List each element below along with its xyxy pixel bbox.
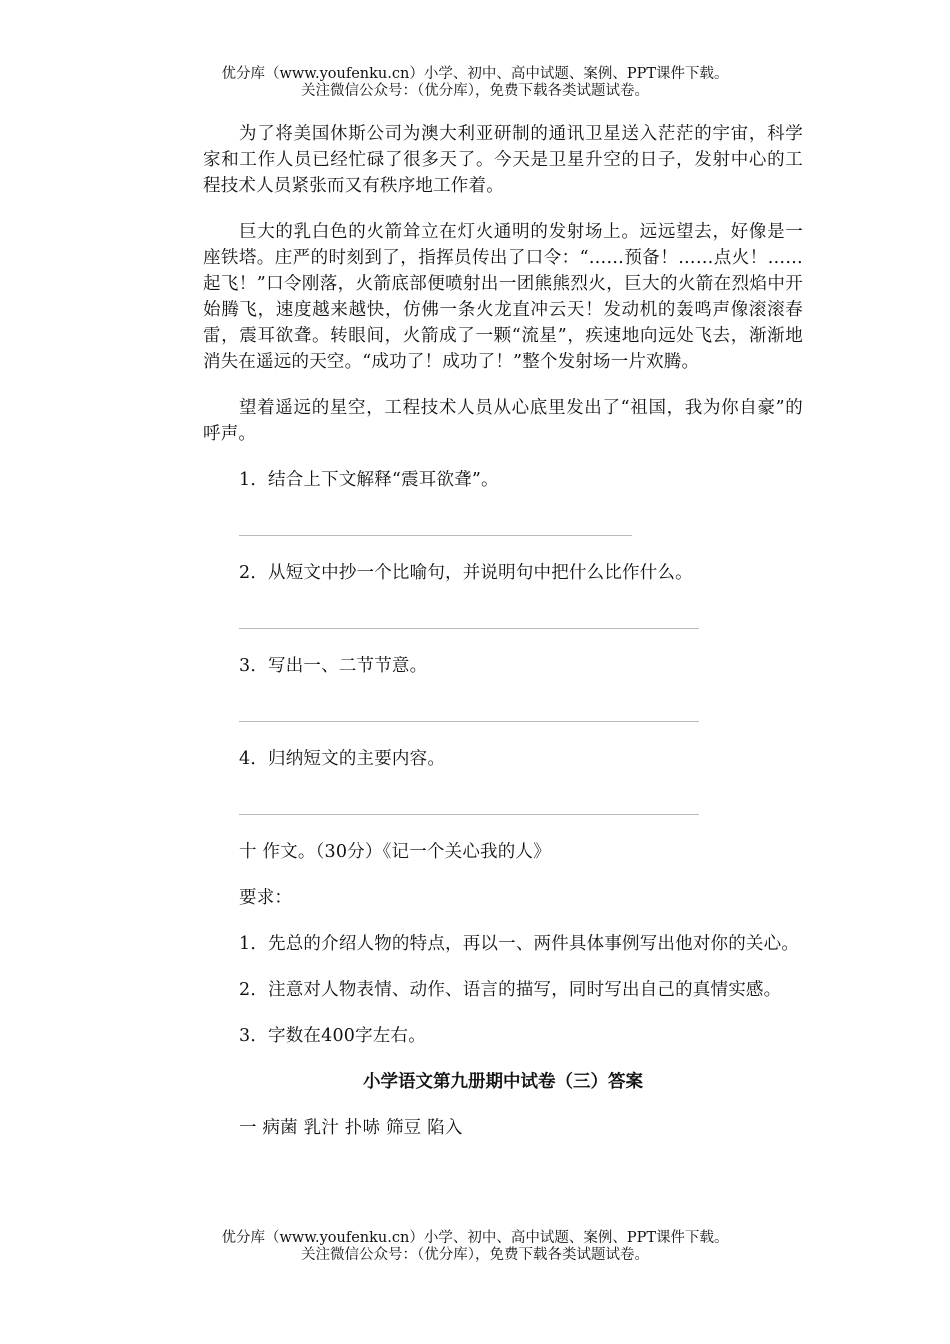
passage-paragraph-3: 望着遥远的星空，工程技术人员从心底里发出了“祖国，我为你自豪”的呼声。 xyxy=(203,398,803,444)
question-4: 4．归纳短文的主要内容。 xyxy=(239,749,446,769)
answer-line-3[interactable] xyxy=(239,721,699,722)
answer-line-2[interactable] xyxy=(239,628,699,629)
question-2: 2．从短文中抄一个比喻句，并说明句中把什么比作什么。 xyxy=(239,563,693,583)
passage-paragraph-2: 巨大的乳白色的火箭耸立在灯火通明的发射场上。远远望去，好像是一座铁塔。庄严的时刻到了，指挥员传出了口令：“……预备！……点火！……起飞！”口令刚落，火箭底部便喷射出一团熊熊烈火，巨大的火箭在烈焰中开始腾飞，速度越来越快，仿佛一条火龙直冲云天！发动机的轰鸣声像滚滚春雷，震耳欲聋。转眼间，火箭成了一颗“流星”，疾速地向远处飞去，渐渐地消失在遥远的天空。“成功了！成功了！”整个发射场一片欢腾。 xyxy=(203,222,803,372)
main-content xyxy=(203,121,803,1141)
header-line-1: 优分库（www.youfenku.cn）小学、初中、高中试题、案例、PPT课件下载。 xyxy=(221,66,729,82)
answer-line-1[interactable] xyxy=(239,535,632,536)
composition-requirement-3: 3．字数在400字左右。 xyxy=(239,1026,426,1046)
page-header xyxy=(0,66,950,100)
composition-title: 十 作文。（30分）《记一个关心我的人》 xyxy=(239,842,551,862)
page-footer xyxy=(0,1230,950,1264)
footer-line-2: 关注微信公众号：（优分库），免费下载各类试题试卷。 xyxy=(301,1247,649,1263)
answer-line-4[interactable] xyxy=(239,814,699,815)
answers-line-1: 一 病菌 乳汁 扑哧 筛豆 陷入 xyxy=(239,1118,463,1138)
footer-line-1: 优分库（www.youfenku.cn）小学、初中、高中试题、案例、PPT课件下载。 xyxy=(221,1230,729,1246)
answers-title: 小学语文第九册期中试卷（三）答案 xyxy=(363,1072,643,1092)
passage-paragraph-1: 为了将美国休斯公司为澳大利亚研制的通讯卫星送入茫茫的宇宙，科学家和工作人员已经忙碌了很多天了。今天是卫星升空的日子，发射中心的工程技术人员紧张而又有秩序地工作着。 xyxy=(203,124,803,196)
question-1: 1．结合上下文解释“震耳欲聋”。 xyxy=(239,470,499,490)
header-line-2: 关注微信公众号：（优分库），免费下载各类试题试卷。 xyxy=(301,83,649,99)
composition-requirements-label: 要求： xyxy=(239,888,293,908)
question-3: 3．写出一、二节节意。 xyxy=(239,656,428,676)
composition-requirement-2: 2．注意对人物表情、动作、语言的描写，同时写出自己的真情实感。 xyxy=(239,980,782,1000)
composition-requirement-1: 1．先总的介绍人物的特点，再以一、两件具体事例写出他对你的关心。 xyxy=(239,934,800,954)
